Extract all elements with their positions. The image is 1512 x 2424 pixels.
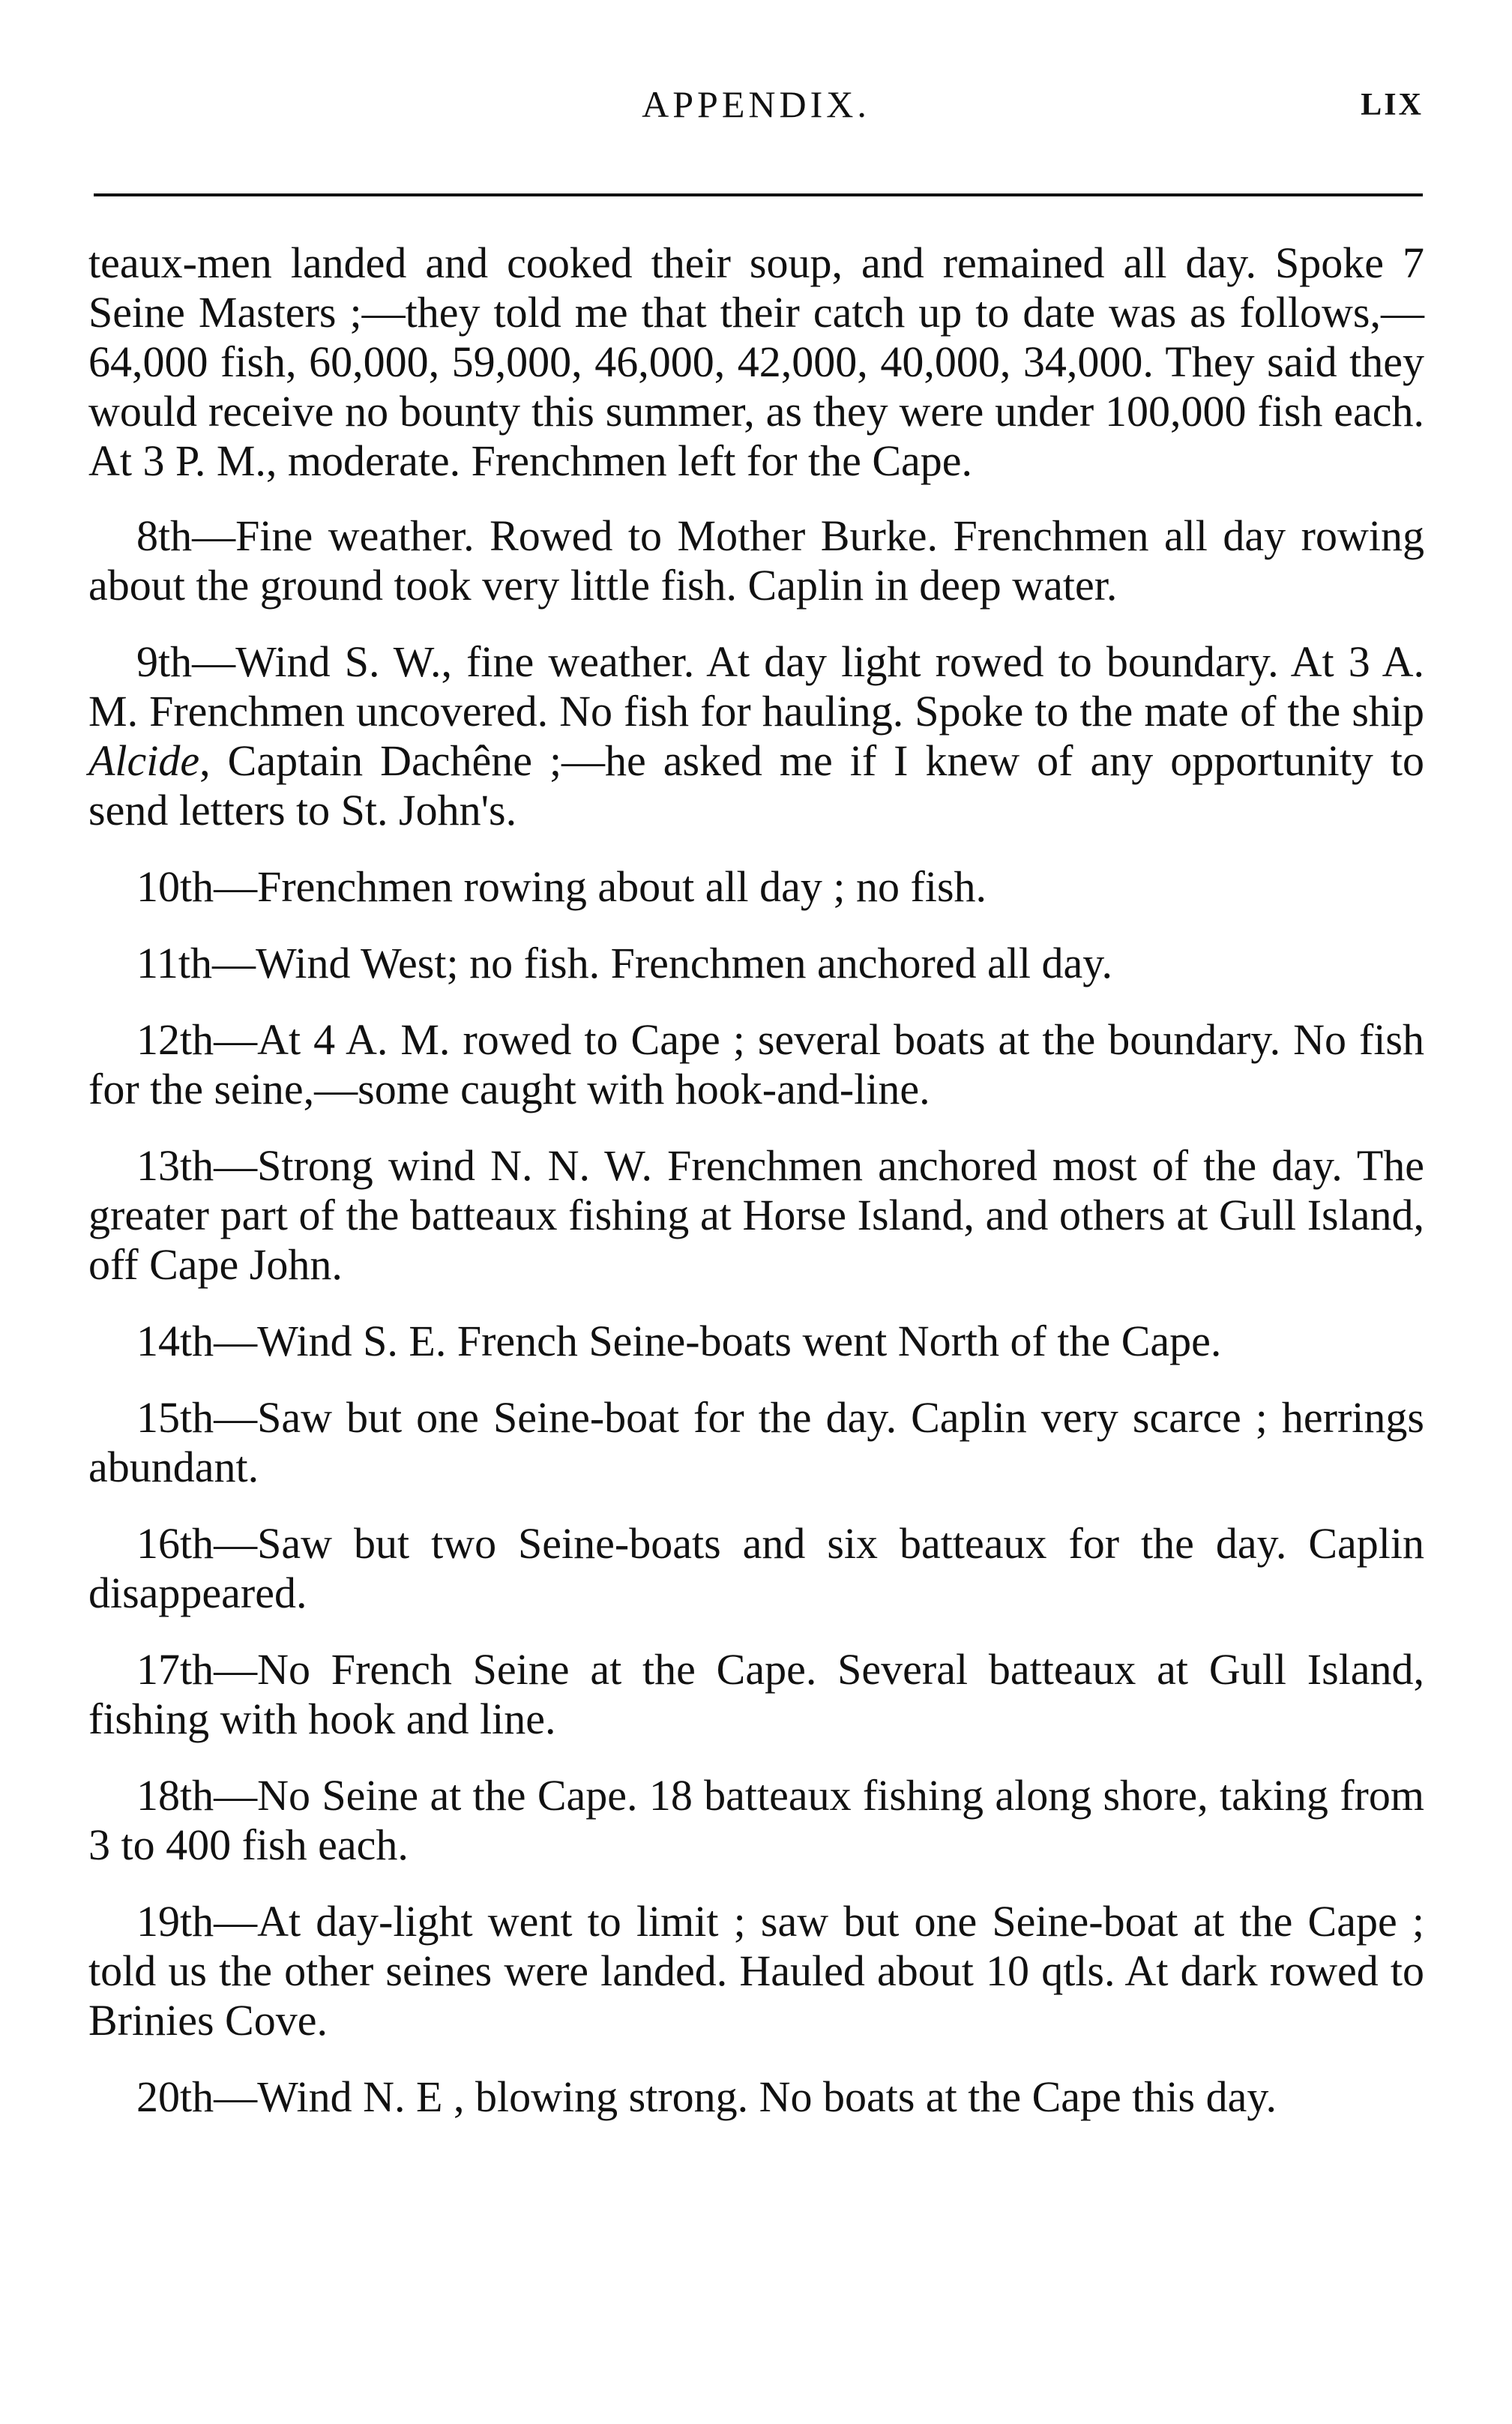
running-header bbox=[0, 82, 1512, 142]
journal-entry-14th: 14th—Wind S. E. French Seine-boats went North of the Cape. bbox=[136, 1317, 1222, 1365]
header-rule bbox=[94, 193, 1423, 196]
journal-entry-19th: 19th—At day-light went to limit ; saw but one Seine-boat at the Cape ; told us the other seines were landed. Hauled about 10 qtls. At dark rowed to Brinies Cove. bbox=[88, 1897, 1424, 2045]
journal-entry-continued: teaux-men landed and cooked their soup, and remained all day. Spoke 7 Seine Masters ;—they told me that their catch up to date was as follows,—64,000 fish, 60,000, 59,000, 46,000, 42,000, 40,000, 34,000. They said they would receive no bounty this summer, as they were under 100,000 fish each. At 3 P. M., moderate. Frenchmen left for the Cape. bbox=[88, 238, 1424, 485]
journal-entry-10th: 10th—Frenchmen rowing about all day ; no fish. bbox=[136, 862, 987, 911]
entry-text: 9th—Wind S. W., fine weather. At day light rowed to boundary. At 3 A. M. Frenchmen uncovered. No fish for hauling. Spoke to the mate of the ship bbox=[88, 637, 1424, 736]
journal-entry-16th: 16th—Saw but two Seine-boats and six batteaux for the day. Caplin disappeared. bbox=[88, 1519, 1424, 1617]
entry-text: , Captain Dachêne ;—he asked me if I knew of any opportunity to send letters to St. John's. bbox=[88, 736, 1424, 834]
journal-entry-13th: 13th—Strong wind N. N. W. Frenchmen anchored most of the day. The greater part of the batteaux fishing at Horse Island, and others at Gull Island, off Cape John. bbox=[88, 1141, 1424, 1289]
journal-entry-9th bbox=[88, 637, 1424, 835]
journal-entry-12th: 12th—At 4 A. M. rowed to Cape ; several boats at the boundary. No fish for the seine,—some caught with hook-and-line. bbox=[88, 1015, 1424, 1113]
journal-entry-18th: 18th—No Seine at the Cape. 18 batteaux fishing along shore, taking from 3 to 400 fish each. bbox=[88, 1771, 1424, 1869]
journal-entry-8th: 8th—Fine weather. Rowed to Mother Burke. Frenchmen all day rowing about the ground took very little fish. Caplin in deep water. bbox=[88, 511, 1424, 610]
page-title: APPENDIX. bbox=[642, 83, 870, 125]
page-number: LIX bbox=[1361, 88, 1424, 122]
journal-entry-15th: 15th—Saw but one Seine-boat for the day. Caplin very scarce ; herrings abundant. bbox=[88, 1393, 1424, 1491]
ship-name: Alcide bbox=[88, 736, 200, 785]
journal-entry-11th: 11th—Wind West; no fish. Frenchmen anchored all day. bbox=[136, 939, 1112, 987]
journal-entry-17th: 17th—No French Seine at the Cape. Several batteaux at Gull Island, fishing with hook and line. bbox=[88, 1645, 1424, 1743]
journal-body bbox=[88, 238, 1424, 2149]
journal-entry-20th: 20th—Wind N. E , blowing strong. No boats at the Cape this day. bbox=[136, 2072, 1277, 2121]
